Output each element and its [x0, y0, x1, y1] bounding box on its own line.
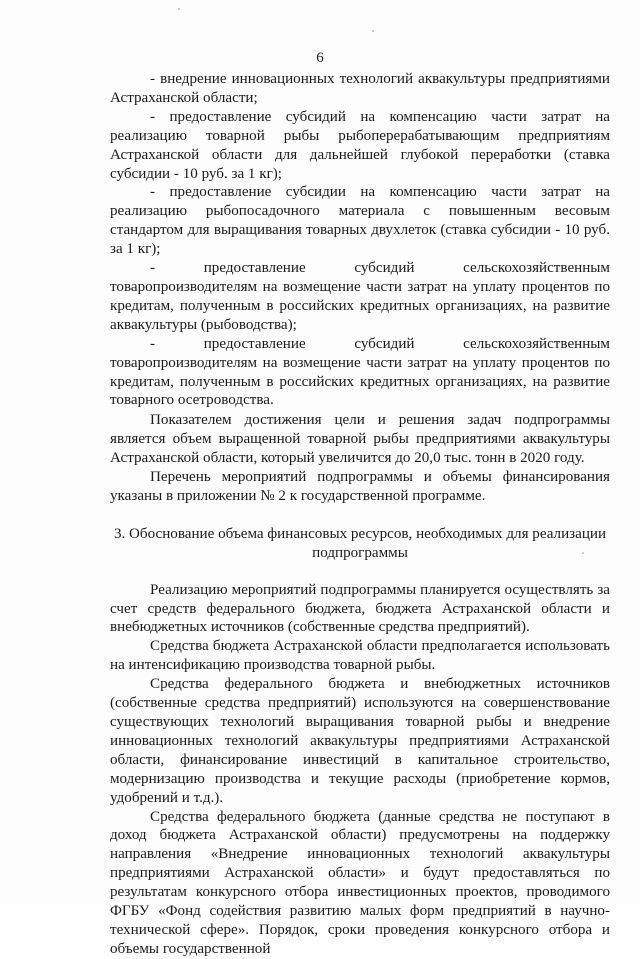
scan-speck [178, 8, 180, 10]
activities-list-paragraph: Перечень мероприятий подпрограммы и объемы финансирования указаны в приложении № 2 к государственной программе. [110, 469, 610, 504]
bullet-subsidy-stocking-material: - предоставление субсидии на компенсацию части затрат на реализацию рыбопосадочного материала с повышенным весовым стандартом для выращивания товарных двухлеток (ставка субсидии - 10 руб. за 1 кг); [110, 184, 610, 258]
bullet-subsidy-sturgeon-credit: - предоставление субсидий сельскохозяйственным товаропроизводителям на возмещение части затрат на уплату процентов по кредитам, полученным в российских кредитных организациях, на развитие товарного осетроводства. [110, 335, 610, 409]
federal-extrabudget-paragraph: Средства федерального бюджета и внебюджетных источников (собственные средства предприятий) используются на совершенствование существующих технологий выращивания товарной рыбы и внедрение инновационных технологий аквакультуры предприятиями Астраханской области, финансирование инвестиций в капитальное строительство, модернизацию производства и текущие расходы (приобретение кормов, удобрений и т.д.). [110, 676, 610, 806]
scan-speck [372, 30, 374, 32]
federal-budget-paragraph: Средства федерального бюджета (данные средства не поступают в доход бюджета Астраханской области) предусмотрены на поддержку направления «Внедрение инновационных технологий аквакультуры предприятиями Астраханской области» и будут предоставляться по результатам конкурсного отбора инвестиционных проектов, проводимого ФГБУ «Фонд содействия развитию малых форм предприятий в научно-технической сфере». Порядок, сроки проведения конкурсного отбора и объемы государственной [110, 808, 610, 957]
bullet-innovation: - внедрение инновационных технологий аквакультуры предприятиями Астраханской области; [110, 71, 610, 106]
bullet-subsidy-aquaculture-credit: - предоставление субсидий сельскохозяйственным товаропроизводителям на возмещение части затрат на уплату процентов по кредитам, полученным в российских кредитных организациях, на развитие аквакультуры (рыбоводства); [110, 260, 610, 333]
funding-sources-paragraph: Реализацию мероприятий подпрограммы планируется осуществлять за счет средств федерального бюджета, бюджета Астраханской области и внебюджетных источников (собственные средства предприятий). [110, 581, 610, 636]
regional-budget-paragraph: Средства бюджета Астраханской области предполагается использовать на интенсификацию производства товарной рыбы. [110, 638, 610, 674]
section-heading: 3. Обоснование объема финансовых ресурсов, необходимых для реализации подпрограммы [113, 525, 607, 561]
indicator-paragraph: Показателем достижения цели и решения задач подпрограммы является объем выращенной товарной рыбы предприятиями аквакультуры Астраханской области, который увеличится до 20,0 тыс. тонн в 2020 году. [110, 412, 610, 467]
bullet-subsidy-processing: - предоставление субсидий на компенсацию части затрат на реализацию товарной рыбы рыбоперерабатывающим предприятиям Астраханской области для дальнейшей глубокой переработки (ставка субсидии - 10 руб. за 1 кг); [110, 108, 610, 182]
document-body [110, 70, 610, 959]
page-number: 6 [316, 50, 324, 66]
scan-speck [582, 552, 584, 554]
